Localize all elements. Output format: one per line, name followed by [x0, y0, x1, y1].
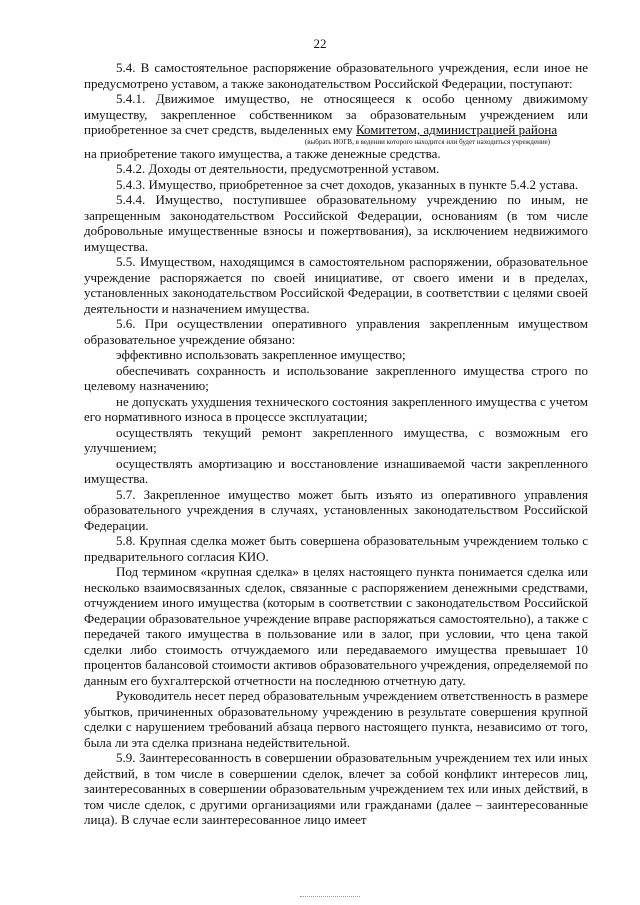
director-liability: Руководитель несет перед образовательным учреждением ответственность в размере убытков, причиненных образовательному учреждению в результате совершения крупной сделки с нарушением требований абзаца первого настоящего пункта, независимо от того, была ли эта сделка признана недействительной. [84, 688, 588, 750]
obligation-2: обеспечивать сохранность и использование закрепленного имущества строго по целевому назначению; [84, 362, 588, 393]
major-deal-definition: Под термином «крупная сделка» в целях настоящего пункта понимается сделка или несколько взаимосвязанных сделок, связанные с распоряжением денежными средствами, отчуждением иного имущества (которым в соответствии с законодательством Российской Федерации образовательное учреждение вправе распоряжаться самостоятельно), а также с передачей такого имущества в пользование или в залог, при условии, что цена такой сделки либо стоимость отчуждаемого или передаваемого имущества превышает 10 процентов балансовой стоимости активов образовательного учреждения, определяемой по данным его бухгалтерской отчетности на последнюю отчетную дату. [84, 564, 588, 688]
paragraph-5-5: 5.5. Имуществом, находящимся в самостоятельном распоряжении, образовательное учреждение распоряжается по своей инициативе, от своего имени и в пределах, установленных законодательством Российской Федерации, в соответствии с целями своей деятельности и назначением имущества. [84, 254, 588, 316]
paragraph-5-7: 5.7. Закрепленное имущество может быть изъято из оперативного управления образовательного учреждения в случаях, установленных законодательством Российской Федерации. [84, 486, 588, 533]
obligation-5: осуществлять амортизацию и восстановление изнашиваемой части закрепленного имущества. [84, 455, 588, 486]
paragraph-5-4-1-end: на приобретение такого имущества, а также денежные средства. [84, 145, 441, 161]
paragraph-5-8: 5.8. Крупная сделка может быть совершена образовательным учреждением только с предварительного согласия КИО. [84, 533, 588, 564]
paragraph-5-9: 5.9. Заинтересованность в совершении образовательным учреждением тех или иных действий, в том числе в совершении сделок, влечет за собой конфликт интересов лиц, заинтересованных в совершении образовательным учреждением тех или иных действий, в том числе сделок, с другими организациями или гражданами (далее – заинтересованные лица). В случае если заинтересованное лицо имеет [84, 750, 588, 827]
paragraph-5-6: 5.6. При осуществлении оперативного управления закрепленным имуществом образовательное учреждение обязано: [84, 316, 588, 347]
paragraph-5-4-1-text: 5.4.1. Движимое имущество, не относящееся к особо ценному движимому имуществу, закрепленное собственником за образовательным учреждением или приобретенное за счет средств, выделенных ему [84, 91, 588, 137]
obligation-4: осуществлять текущий ремонт закрепленного имущества, с возможным его улучшением; [84, 424, 588, 455]
paragraph-5-4-3: 5.4.3. Имущество, приобретенное за счет доходов, указанных в пункте 5.4.2 устава. [116, 176, 579, 192]
paragraph-5-4-2: 5.4.2. Доходы от деятельности, предусмотренной уставом. [116, 161, 440, 176]
obligation-3: не допускать ухудшения технического состояния закрепленного имущества с учетом его нормативного износа в процессе эксплуатации; [84, 393, 588, 424]
paragraph-5-4-1 [84, 91, 588, 138]
authority-name: Комитетом, администрацией района [355, 122, 558, 137]
authority-footnote: (выбрать ИОГВ, в ведении которого находится или будет находиться учреждение) [304, 137, 550, 146]
page-number: 22 [313, 36, 327, 51]
obligation-1: эффективно использовать закрепленное имущество; [116, 347, 406, 362]
footer-divider [300, 896, 360, 897]
document-body [84, 60, 588, 828]
paragraph-5-4: 5.4. В самостоятельное распоряжение образовательного учреждения, если иное не предусмотрено уставом, а также законодательством Российской Федерации, поступают: [84, 60, 588, 91]
paragraph-5-4-4: 5.4.4. Имущество, поступившее образовательному учреждению по иным, не запрещенным законодательством Российской Федерации, основаниям (в том числе добровольные имущественные взносы и пожертвования), за исключением недвижимого имущества. [84, 192, 588, 254]
